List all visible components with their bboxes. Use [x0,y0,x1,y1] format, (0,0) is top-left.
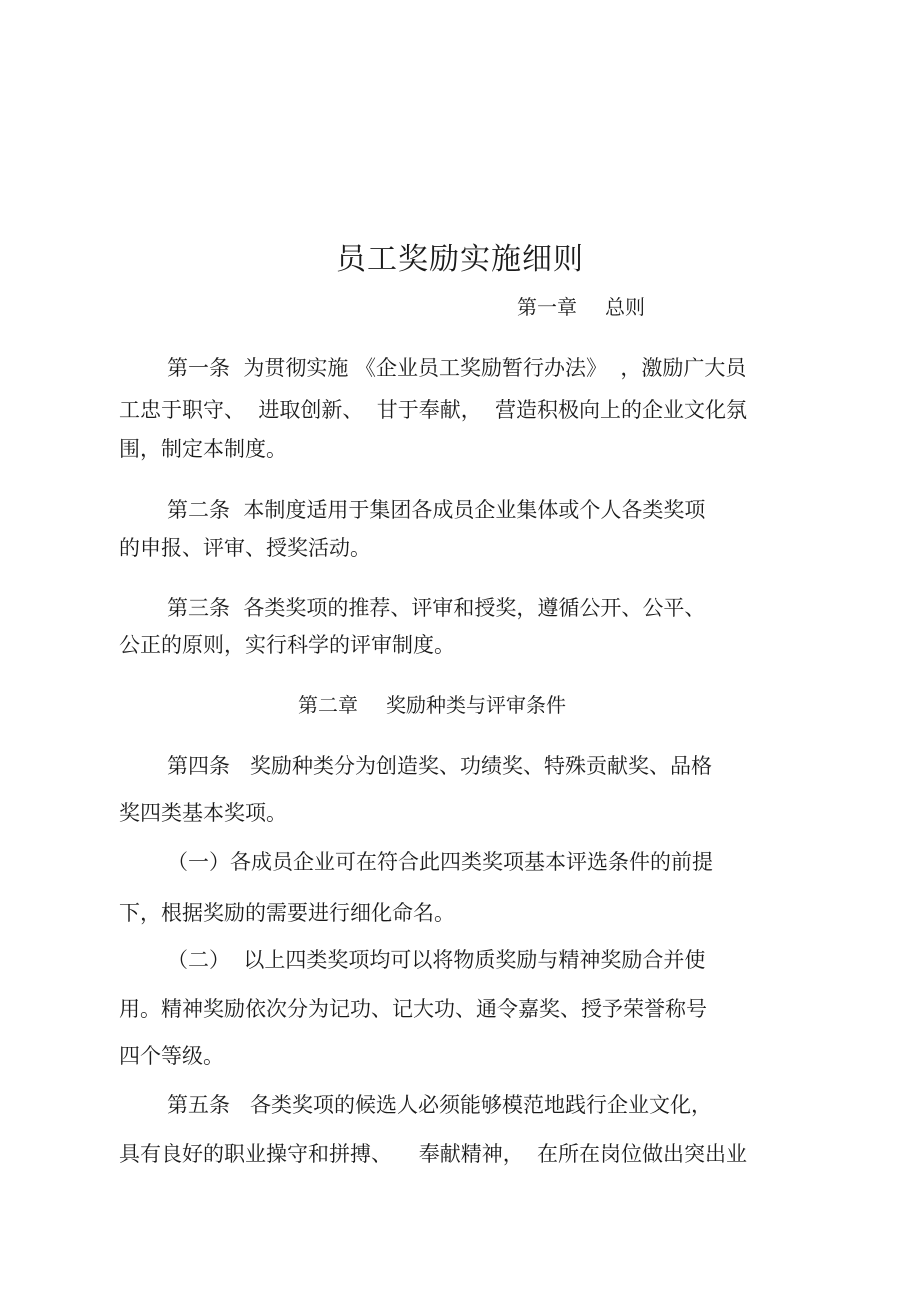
article-line: 四个等级。 [119,1044,224,1068]
chapter-number: 第二章 [298,693,358,717]
chapter-name: 总则 [605,295,645,319]
article-line: 第五条 各类奖项的候选人必须能够模范地践行企业文化， [167,1093,713,1117]
chapter-name: 奖励种类与评审条件 [386,693,566,717]
article-line: （二） 以上四类奖项均可以将物质奖励与精神奖励合并使 [167,948,706,972]
chapter-number: 第一章 [517,295,577,319]
article-line: 第二条 本制度适用于集团各成员企业集体或个人各类奖项 [167,498,706,522]
article-line: 的申报、评审、授奖活动。 [119,536,371,560]
article-line: 公正的原则，实行科学的评审制度。 [119,633,455,657]
article-line: 工忠于职守、 进取创新、 甘于奉献， 营造积极向上的企业文化氛 [119,398,748,422]
chapter-heading-2 [298,690,566,720]
article-line: 奖四类基本奖项。 [119,801,287,825]
article-line: 用。精神奖励依次分为记功、记大功、通令嘉奖、授予荣誉称号 [119,997,707,1021]
article-line: （一）各成员企业可在符合此四类奖项基本评选条件的前提 [167,850,713,874]
article-line: 第一条 为贯彻实施 《企业员工奖励暂行办法》 ，激励广大员 [167,356,747,380]
chapter-heading-1 [517,292,645,322]
article-line: 具有良好的职业操守和拼搏、 奉献精神， 在所在岗位做出突出业 [119,1142,748,1166]
document-title: 员工奖励实施细则 [336,242,584,277]
article-line: 下，根据奖励的需要进行细化命名。 [119,901,455,925]
article-line: 第三条 各类奖项的推荐、评审和授奖，遵循公开、公平、 [167,596,706,620]
article-line: 围，制定本制度。 [119,437,287,461]
article-line: 第四条 奖励种类分为创造奖、功绩奖、特殊贡献奖、品格 [167,754,713,778]
